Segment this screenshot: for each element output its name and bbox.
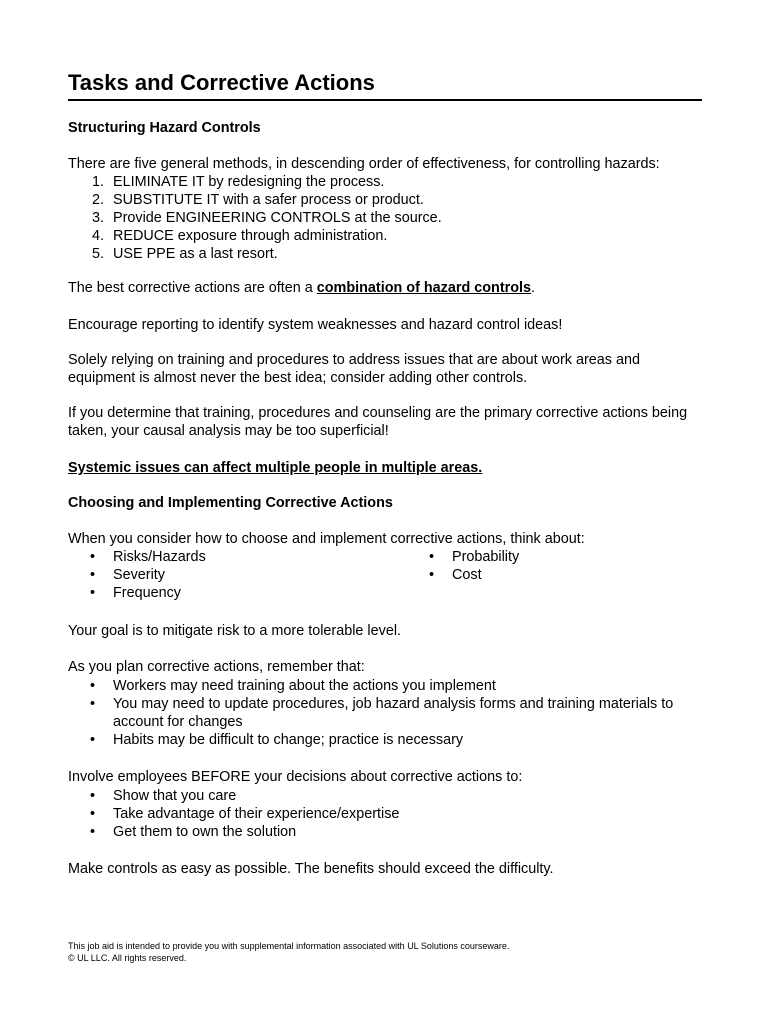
- list-item: • Probability: [407, 548, 702, 566]
- list-item: • Workers may need training about the actions you implement: [68, 677, 702, 695]
- combination-emphasis: combination of hazard controls: [316, 280, 532, 296]
- list-item: • Get them to own the solution: [68, 823, 702, 841]
- methods-list: [68, 173, 702, 263]
- list-item: 2. SUBSTITUTE IT with a safer process or product.: [91, 192, 424, 208]
- list-item: • Risks/Hazards: [68, 548, 407, 566]
- encourage-text: Encourage reporting to identify system weaknesses and hazard control ideas!: [68, 317, 563, 333]
- plan-intro: As you plan corrective actions, remember that:: [68, 659, 365, 675]
- list-item: 4. REDUCE exposure through administration.: [91, 228, 388, 244]
- list-item: • Severity: [68, 566, 407, 584]
- consider-intro: When you consider how to choose and implement corrective actions, think about:: [68, 531, 585, 547]
- list-item: • Habits may be difficult to change; practice is necessary: [68, 731, 702, 749]
- best-actions-text: The best corrective actions are often a combination of hazard controls.: [68, 280, 536, 296]
- factors-right: [407, 548, 702, 602]
- solely-relying-text: Solely relying on training and procedures to address issues that are about work areas and equipment is almost never the best idea; consider adding other controls.: [68, 352, 640, 386]
- section-heading-choosing: Choosing and Implementing Corrective Actions: [68, 495, 393, 511]
- footer-disclaimer: This job aid is intended to provide you with supplemental information associated with UL Solutions courseware.: [68, 941, 510, 951]
- list-item: • Frequency: [68, 584, 407, 602]
- section-heading-structuring: Structuring Hazard Controls: [68, 120, 261, 136]
- list-item: • Show that you care: [68, 787, 702, 805]
- systemic-issues-text: Systemic issues can affect multiple people in multiple areas.: [68, 460, 483, 476]
- factors-list: [68, 548, 702, 602]
- plan-list: [68, 677, 702, 749]
- list-item: 1. ELIMINATE IT by redesigning the process.: [91, 174, 385, 190]
- list-item: • Take advantage of their experience/expertise: [68, 805, 702, 823]
- list-item: 5. USE PPE as a last resort.: [91, 246, 278, 262]
- goal-text: Your goal is to mitigate risk to a more tolerable level.: [68, 623, 402, 639]
- list-item: 3. Provide ENGINEERING CONTROLS at the source.: [91, 210, 442, 226]
- list-item: • Cost: [407, 566, 702, 584]
- page-title: Tasks and Corrective Actions: [68, 70, 702, 101]
- closing-text: Make controls as easy as possible. The benefits should exceed the difficulty.: [68, 861, 554, 877]
- causal-analysis-text: If you determine that training, procedures and counseling are the primary corrective actions being taken, your causal analysis may be too superficial!: [68, 405, 688, 439]
- involve-list: [68, 787, 702, 841]
- methods-intro: There are five general methods, in descending order of effectiveness, for controlling hazards:: [68, 156, 660, 172]
- factors-left: [68, 548, 407, 602]
- list-item: • You may need to update procedures, job hazard analysis forms and training materials to account for changes: [68, 695, 702, 731]
- footer-copyright: © UL LLC. All rights reserved.: [68, 953, 187, 963]
- involve-intro: Involve employees BEFORE your decisions about corrective actions to:: [68, 769, 523, 785]
- page-footer: [68, 940, 509, 964]
